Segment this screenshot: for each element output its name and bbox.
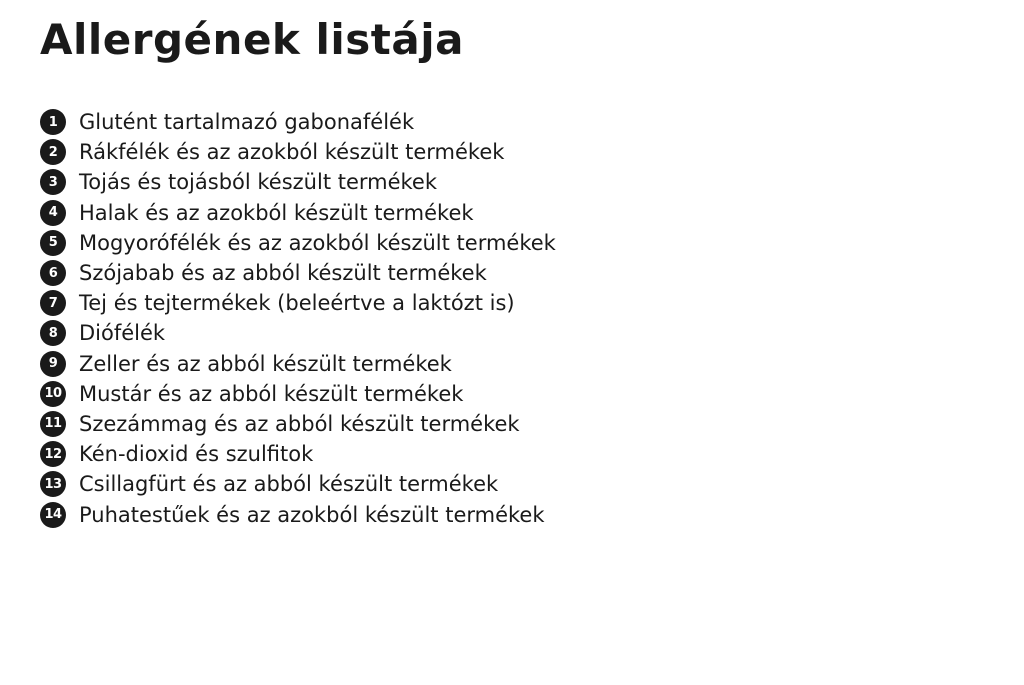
number-badge: 6: [40, 260, 66, 286]
number-badge: 8: [40, 320, 66, 346]
number-badge: 4: [40, 200, 66, 226]
number-badge: 5: [40, 230, 66, 256]
allergen-list: [40, 107, 556, 530]
allergen-item: [40, 167, 556, 197]
number-badge: 13: [40, 471, 66, 497]
allergen-label: Mustár és az abból készült termékek: [79, 381, 464, 406]
allergen-item: [40, 107, 556, 137]
allergen-item: [40, 258, 556, 288]
allergen-item: [40, 318, 556, 348]
allergen-item: [40, 349, 556, 379]
allergen-item: [40, 137, 556, 167]
allergen-label: Tej és tejtermékek (beleértve a laktózt is): [79, 291, 515, 316]
number-badge: 9: [40, 351, 66, 377]
allergen-item: [40, 499, 556, 529]
allergen-label: Tojás és tojásból készült termékek: [79, 170, 438, 195]
allergen-item: [40, 379, 556, 409]
allergen-label: Halak és az azokból készült termékek: [79, 200, 474, 225]
allergen-item: [40, 288, 556, 318]
allergen-label: Puhatestűek és az azokból készült termékek: [79, 502, 545, 527]
number-badge: 3: [40, 169, 66, 195]
number-badge: 11: [40, 411, 66, 437]
allergen-item: [40, 228, 556, 258]
allergen-item: [40, 409, 556, 439]
allergen-item: [40, 198, 556, 228]
allergen-label: Glutént tartalmazó gabonafélék: [79, 110, 415, 135]
allergen-label: Rákfélék és az azokból készült termékek: [79, 140, 505, 165]
number-badge: 10: [40, 381, 66, 407]
allergen-label: Mogyorófélék és az azokból készült termékek: [79, 230, 556, 255]
allergen-item: [40, 469, 556, 499]
allergen-item: [40, 439, 556, 469]
number-badge: 14: [40, 502, 66, 528]
allergen-label: Szezámmag és az abból készült termékek: [79, 411, 520, 436]
number-badge: 2: [40, 139, 66, 165]
number-badge: 7: [40, 290, 66, 316]
allergen-label: Szójabab és az abból készült termékek: [79, 261, 487, 286]
number-badge: 12: [40, 441, 66, 467]
allergen-label: Diófélék: [79, 321, 166, 346]
allergen-label: Zeller és az abból készült termékek: [79, 351, 452, 376]
allergen-label: Csillagfürt és az abból készült termékek: [79, 472, 499, 497]
allergen-label: Kén-dioxid és szulfitok: [79, 442, 314, 467]
page-title: Allergének listája: [40, 15, 464, 64]
number-badge: 1: [40, 109, 66, 135]
